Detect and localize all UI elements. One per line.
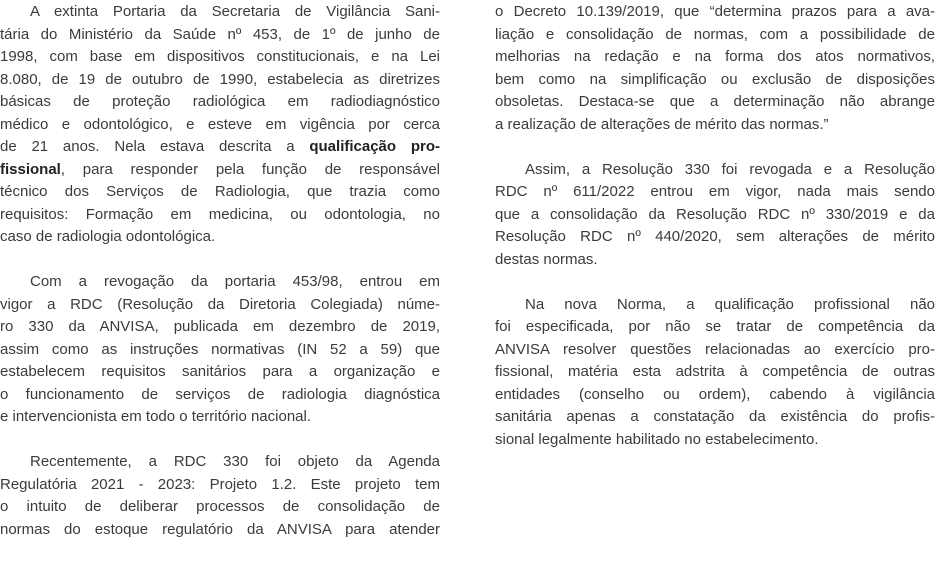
text-line <box>495 159 935 182</box>
text-segment: , para responder pela função de responsável <box>60 160 440 178</box>
text-line <box>495 114 935 137</box>
text-line <box>495 384 935 407</box>
text-segment: o Decreto 10.139/2019, que “determina prazos para a ava- <box>495 3 935 20</box>
text-segment: o funcionamento de serviços de radiologia diagnóstica <box>0 385 440 403</box>
text-segment: entidades (conselho ou ordem), cabendo à vigilância <box>495 385 935 403</box>
text-segment: bem como na simplificação ou exclusão de disposições <box>495 70 935 88</box>
text-segment: destas normas. <box>495 250 598 268</box>
text-line <box>495 204 935 227</box>
bold-text: fissional <box>0 160 61 178</box>
text-line <box>495 226 935 249</box>
text-line <box>495 24 935 47</box>
text-segment: ro 330 da ANVISA, publicada em dezembro de 2019, <box>0 318 440 335</box>
text-line <box>0 451 440 474</box>
text-line <box>0 91 440 114</box>
text-line <box>0 519 440 542</box>
text-line <box>0 339 440 362</box>
text-segment: caso de radiologia odontológica. <box>0 228 216 245</box>
text-line <box>0 1 440 24</box>
text-segment: e intervencionista em todo o território nacional. <box>0 408 312 425</box>
text-segment: foi especificada, por não se tratar de competência da <box>495 318 935 335</box>
text-segment: Resolução RDC nº 440/2020, sem alterações de mérito <box>495 228 935 245</box>
text-segment: A extinta Portaria da Secretaria de Vigilância Sani- <box>30 3 440 20</box>
text-line <box>495 429 935 452</box>
text-line <box>495 69 935 92</box>
text-segment: que a consolidação da Resolução RDC nº 330/2019 e da <box>495 205 935 223</box>
text-line <box>0 384 440 407</box>
text-line <box>0 69 440 92</box>
text-segment: RDC nº 611/2022 entrou em vigor, nada mais sendo <box>495 183 935 200</box>
text-line <box>495 181 935 204</box>
text-line <box>0 361 440 384</box>
text-segment: Regulatória 2021 - 2023: Projeto 1.2. Este projeto tem <box>0 475 440 493</box>
text-line <box>0 136 440 159</box>
text-line <box>495 406 935 429</box>
text-line <box>0 226 440 249</box>
paragraph <box>495 294 935 452</box>
text-line <box>0 316 440 339</box>
bold-text: qualificação pro- <box>309 138 440 155</box>
left-column <box>0 1 440 564</box>
text-segment: 1998, com base em dispositivos constitucionais, e na Lei <box>0 48 440 65</box>
text-line <box>495 91 935 114</box>
text-segment: Com a revogação da portaria 453/98, entrou em <box>30 273 440 290</box>
text-line <box>495 316 935 339</box>
text-segment: sanitária apenas a constatação da existência do profis- <box>495 408 935 425</box>
paragraph <box>0 1 440 249</box>
text-line <box>495 294 935 317</box>
text-line <box>0 406 440 429</box>
paragraph <box>495 159 935 272</box>
text-segment: Recentemente, a RDC 330 foi objeto da Agenda <box>30 453 440 470</box>
text-segment: ANVISA resolver questões relacionadas ao exercício pro- <box>495 340 935 358</box>
text-segment: melhorias na redação e na forma dos atos normativos, <box>495 48 935 65</box>
text-segment: básicas de proteção radiológica em radiodiagnóstico <box>0 93 440 110</box>
text-segment: 8.080, de 19 de outubro de 1990, estabelecia as diretrizes <box>0 70 440 88</box>
text-segment: assim como as instruções normativas (IN 52 a 59) que <box>0 340 440 358</box>
text-segment: de 21 anos. Nela estava descrita a <box>0 138 310 155</box>
text-line <box>0 114 440 137</box>
text-segment: médico e odontológico, e esteve em vigência por cerca <box>0 115 440 133</box>
text-segment: normas do estoque regulatório da ANVISA para atender <box>0 520 440 538</box>
paragraph <box>0 451 440 541</box>
text-segment: tária do Ministério da Saúde nº 453, de 1º de junho de <box>0 25 440 43</box>
paragraph <box>0 271 440 429</box>
text-line <box>495 249 935 272</box>
text-segment: sional legalmente habilitado no estabelecimento. <box>495 430 819 448</box>
text-segment: o intuito de deliberar processos de consolidação de <box>0 498 440 515</box>
text-segment: Na nova Norma, a qualificação profissional não <box>525 295 935 313</box>
text-line <box>0 271 440 294</box>
text-segment: Assim, a Resolução 330 foi revogada e a Resolução <box>525 160 935 178</box>
text-segment: requisitos: Formação em medicina, ou odontologia, no <box>0 205 440 223</box>
text-segment: liação e consolidação de normas, com a possibilidade de <box>495 25 935 43</box>
text-line <box>495 339 935 362</box>
text-line <box>0 46 440 69</box>
text-line <box>0 496 440 519</box>
text-line <box>495 1 935 24</box>
text-line <box>495 46 935 69</box>
text-line <box>495 361 935 384</box>
text-line <box>0 294 440 317</box>
text-segment: técnico dos Serviços de Radiologia, que trazia como <box>0 183 440 200</box>
text-segment: fissional, matéria esta adstrita à competência de outras <box>495 363 935 380</box>
text-segment: a realização de alterações de mérito das normas.” <box>495 115 829 133</box>
text-line <box>0 159 440 182</box>
text-segment: obsoletas. Destaca-se que a determinação não abrange <box>495 93 935 110</box>
text-line <box>0 181 440 204</box>
text-line <box>0 204 440 227</box>
text-segment: vigor a RDC (Resolução da Diretoria Colegiada) núme- <box>0 295 440 313</box>
text-line <box>0 24 440 47</box>
text-segment: estabelecem requisitos sanitários para a organização e <box>0 363 440 380</box>
paragraph <box>495 1 935 136</box>
right-column <box>495 1 935 474</box>
text-line <box>0 474 440 497</box>
